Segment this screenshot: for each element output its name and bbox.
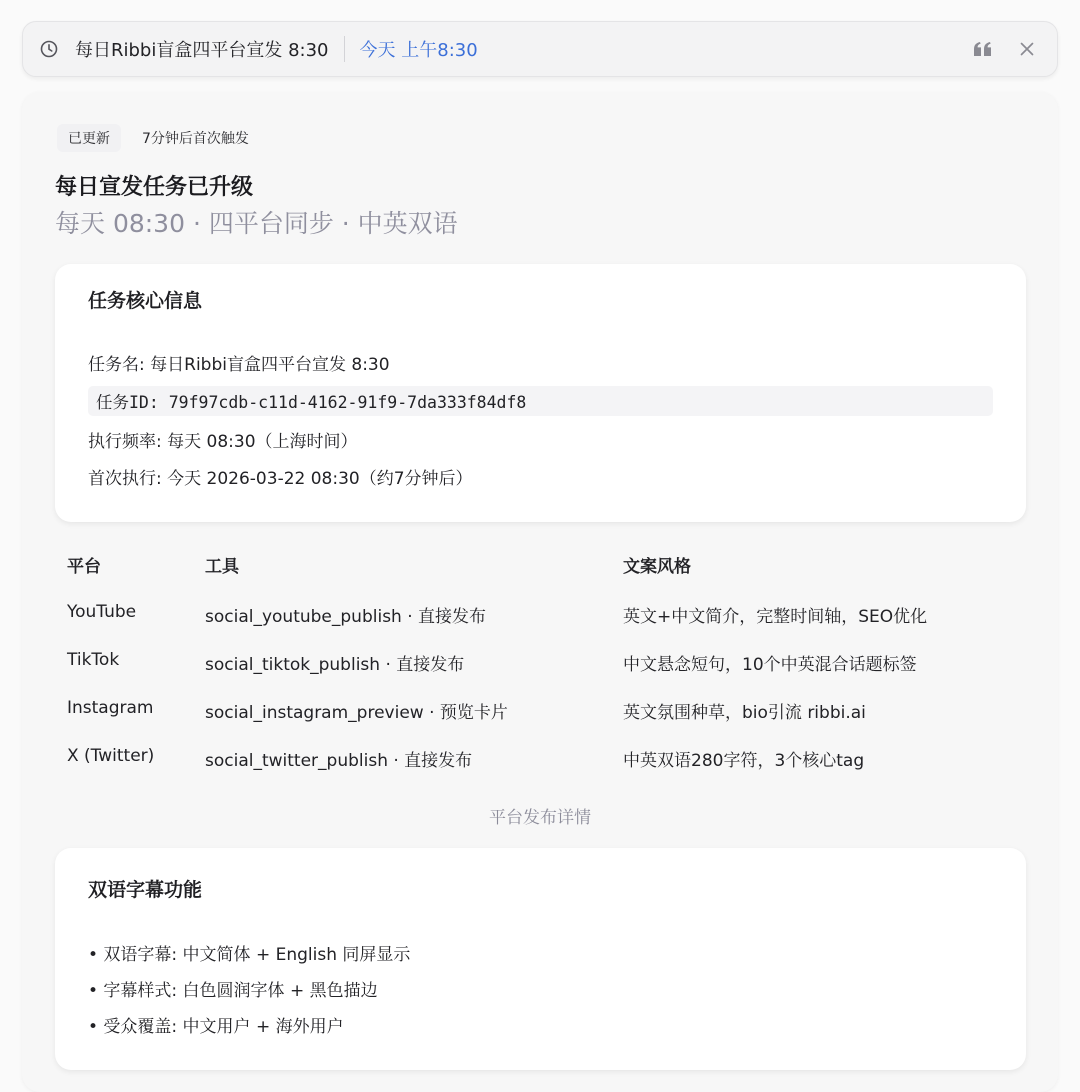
core-info-card [55,264,1026,522]
status-badges [57,124,260,152]
list-item: • 字幕样式: 白色圆润字体 + 黑色描边 [88,981,378,1001]
core-info-title: 任务核心信息 [88,290,203,312]
table-row [67,698,1027,728]
cell-style: 中英双语280字符，3个核心tag [623,751,865,771]
task-name-line: 任务名: 每日Ribbi盲盒四平台宣发 8:30 [88,355,390,375]
task-id-line[interactable]: 任务ID: 79f97cdb-c11d-4162-91f9-7da333f84df8 [88,386,993,416]
cell-style: 中文悬念短句，10个中英混合话题标签 [623,655,917,675]
header-divider [344,36,345,62]
page-title: 每日宣发任务已升级 [55,175,254,200]
cell-tool: social_instagram_preview · 预览卡片 [205,703,508,723]
subtitles-title: 双语字幕功能 [88,879,203,901]
cell-tool: social_tiktok_publish · 直接发布 [205,655,465,675]
cell-tool: social_twitter_publish · 直接发布 [205,751,473,771]
updated-badge: 已更新 [57,124,121,152]
cell-platform: Instagram [67,698,154,718]
quote-icon [973,41,993,57]
quote-button[interactable] [969,35,997,63]
list-item: • 双语字幕: 中文简体 + English 同屏显示 [88,945,411,965]
close-button[interactable] [1013,35,1041,63]
cell-platform: X (Twitter) [67,746,155,766]
task-time: 今天 上午8:30 [359,40,478,61]
page-subtitle: 每天 08:30 · 四平台同步 · 中英双语 [55,209,458,238]
list-item: • 受众覆盖: 中文用户 + 海外用户 [88,1017,344,1037]
cell-style: 英文氛围种草，bio引流 ribbi.ai [623,703,866,723]
table-row [67,602,1027,632]
frequency-line: 执行频率: 每天 08:30（上海时间） [88,432,358,452]
header-style: 文案风格 [623,557,691,577]
task-header-bar [22,21,1058,77]
cell-style: 英文+中文简介，完整时间轴，SEO优化 [623,607,928,627]
header-platform: 平台 [67,557,101,577]
table-header [67,552,1027,582]
first-run-line: 首次执行: 今天 2026-03-22 08:30（约7分钟后） [88,469,473,489]
task-detail-panel [22,92,1058,1092]
cell-platform: YouTube [67,602,137,622]
table-row [67,746,1027,776]
clock-icon [39,39,59,59]
header-tool: 工具 [205,557,239,577]
trigger-countdown-badge: 7分钟后首次触发 [142,131,249,147]
bilingual-subtitles-card [55,848,1026,1070]
cell-platform: TikTok [67,650,120,670]
table-row [67,650,1027,680]
task-title: 每日Ribbi盲盒四平台宣发 8:30 [75,40,329,61]
close-icon [1019,41,1035,57]
platform-details-link[interactable]: 平台发布详情 [489,808,591,828]
cell-tool: social_youtube_publish · 直接发布 [205,607,487,627]
